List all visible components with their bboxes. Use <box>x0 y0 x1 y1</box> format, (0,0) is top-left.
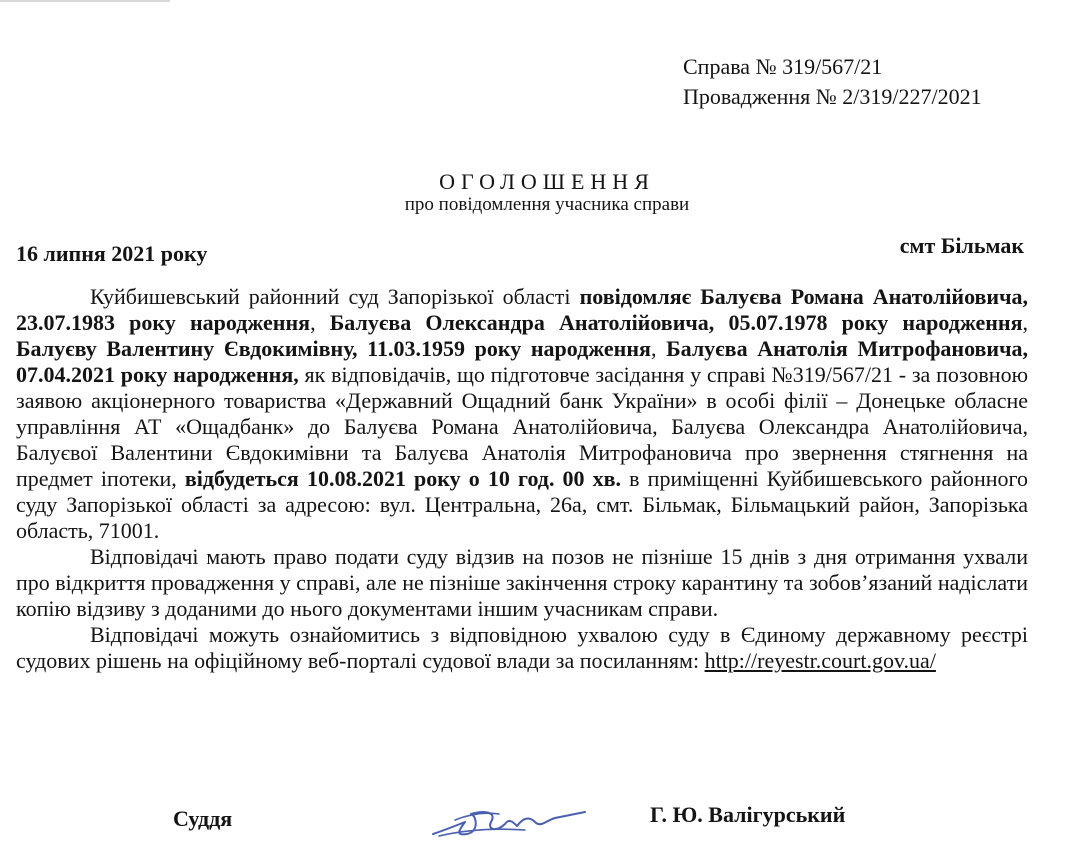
document-subtitle: про повідомлення учасника справи <box>404 194 690 215</box>
handwritten-signature <box>425 800 590 842</box>
registry-text: Відповідачі можуть ознайомитись з відповідною ухвалою суду в Єдиному державному реєстрі судових рішень на офіційному веб-порталі судової влади за посиланням: <box>16 622 1028 673</box>
notice-text: як відповідачів, що підготовче засідання у справі №319/567/21 - за позовною заявою акціонерного товариства «Державний Ощадний банк України» в особі філії – Донецьке обласне управління АТ «Ощадбанк» до Балуєва Романа Анатолійовича, Балуєва Олександра Анатолійовича, Балуєвої Валентини Євдокимівни та Балуєва Анатолія Митрофановича про звернення стягнення на предмет іпотеки, <box>16 362 1028 491</box>
document-body <box>16 284 1028 674</box>
document-date: 16 липня 2021 року <box>16 241 208 266</box>
proceeding-number: Провадження № 2/319/227/2021 <box>683 84 982 109</box>
signature-block <box>0 800 1074 850</box>
signer-role: Суддя <box>173 806 233 831</box>
notice-text: в приміщенні Куйбишевського районного суду Запорізької області за адресою: вул. Центральна, 26а, смт. Більмак, Більмацький район, Запорізька область, 71001. <box>16 466 1028 543</box>
hearing-datetime: відбудеться 10.08.2021 року о 10 год. 00 хв. <box>184 466 622 491</box>
document-heading <box>0 170 1074 216</box>
document-place: смт Більмак <box>899 233 1024 258</box>
notice-text: , <box>310 310 330 335</box>
case-reference <box>683 52 982 112</box>
notice-bold: Балуєву Валентину Євдокимівну, 11.03.1959 року народження <box>16 336 651 361</box>
notice-text: , <box>650 336 667 361</box>
notice-bold: повідомляє Балуєва Романа Анатолійовича, 23.07.1983 року народження <box>16 284 1028 335</box>
notice-text: , <box>1022 310 1029 335</box>
signer-name: Г. Ю. Валігурський <box>650 802 846 827</box>
paragraph-notice <box>16 284 1028 544</box>
notice-bold: Балуєва Олександра Анатолійовича, 05.07.1978 року народження <box>329 310 1023 335</box>
paragraph-rights: Відповідачі мають право подати суду відзив на позов не пізніше 15 днів з дня отримання ухвали про відкриття провадження у справі, але не пізніше закінчення строку карантину та зобов’язаний надіслати копію відзиву з доданими до нього документами іншим учасникам справи. <box>16 544 1028 621</box>
scan-edge-line <box>0 0 170 2</box>
notice-text: Куйбишевський районний суд Запорізької області <box>90 284 580 309</box>
document-title: ОГОЛОШЕННЯ <box>439 169 655 194</box>
paragraph-registry <box>16 622 1028 674</box>
notice-bold: Балуєва Анатолія Митрофановича, 07.04.2021 року народження, <box>16 336 1029 387</box>
registry-link[interactable]: http://reyestr.court.gov.ua/ <box>704 648 936 673</box>
case-number: Справа № 319/567/21 <box>683 54 883 79</box>
